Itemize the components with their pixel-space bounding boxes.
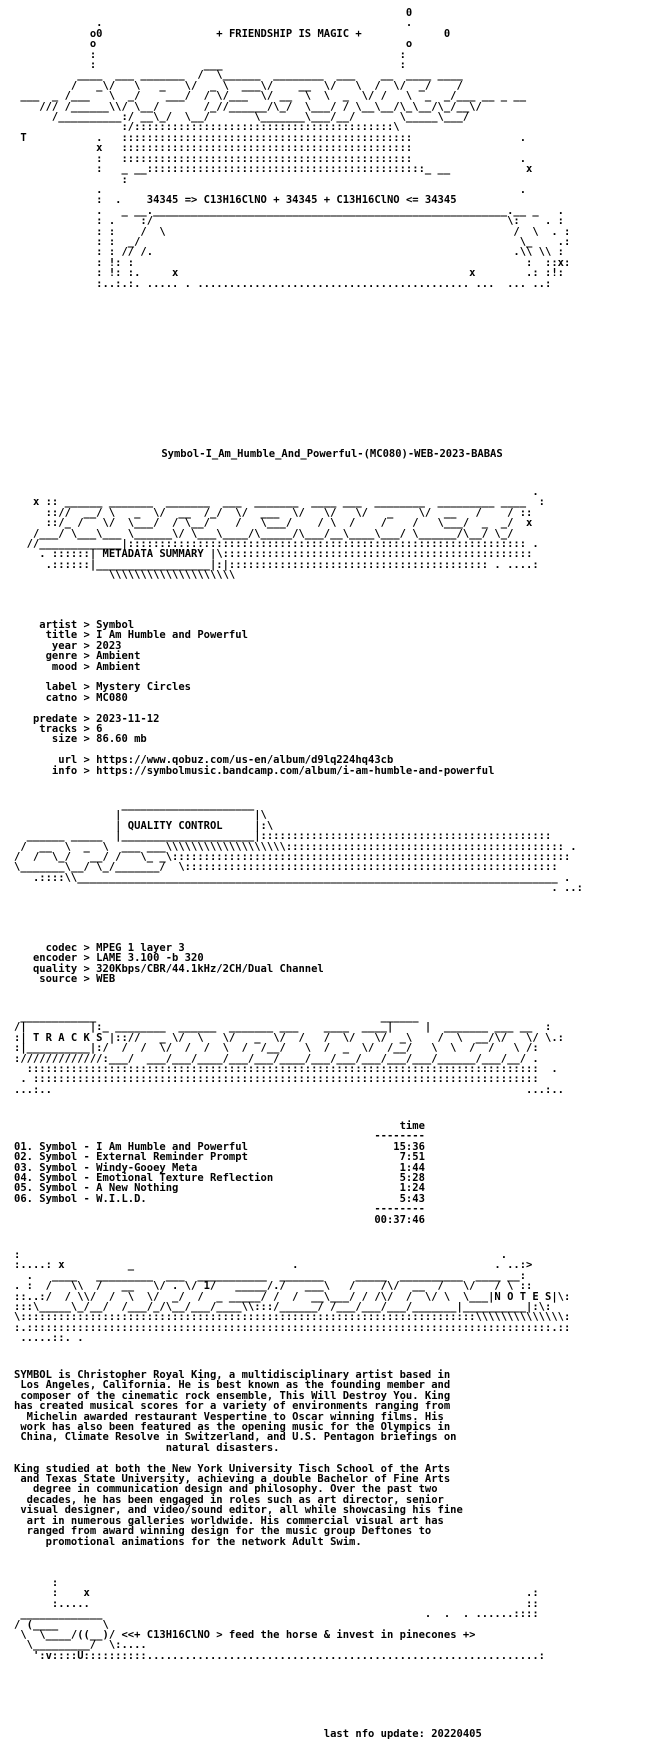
notes-text: SYMBOL is Christopher Royal King, a multidisciplinary artist based in Los Angeles, California. He is best known as the founding member and composer of the cinematic rock ensemble, This Will Destroy You. King has created musical scores for a variety of environments ranging from Michelin awarded restaurant Vespertine to Oscar winning films. His work has also been featured as the opening music for the Olympics in China, Climate Resolve in Switzerland, and U.S. Pentagon briefings on natural disasters. King studied at both the New York University Tisch School of the Arts and Texas State University, achieving a double Bachelor of Fine Arts degree in communication design and philosophy. Over the past two decades, he has been engaged in roles such as art director, senior visual designer, and video/sound editor, all while showcasing his fine art in numerous galleries worldwide. His commercial visual art has ranged from award winning design for the music group Deftones to promotional animations for the network Adult Swim. (14, 1369, 463, 1548)
notes-section-header: : . :....: x _ . . ..:> . ____ _________ ___ ___________ _______ _____ __________ ____ __: . : / \\ / __ \/ . \/ 1/ _____/./ ___\ / /\/ __ / \/ / \ :: ::..:/ / \\/ / \ \/ _/ / _ _____/ / / __\___/ / /\/ / \/ \ \___|N O T E S|\: :::\_____\_/__/ /___/_/\__/___/____\\:::/______/ /___/___/___/_______|__________|:\: \::::::::::::::::::::::::::::::::::::::::::::::::::::::::::::::::::::::::\\\\\\\\\\\\\\: :.:::::::::::::::::::::::::::::::::::::::::::::::::::::::::::::::::::::::::::::::::::.:: .....::. . (14, 1249, 571, 1345)
last-update-text: last nfo update: 20220405 (323, 1728, 482, 1740)
tracklist: time -------- 01. Symbol - I Am Humble and Powerful 15:36 02. Symbol - External Reminder Prompt 7:51 03. Symbol - Windy-Gooey Meta 1:44 04. Symbol - Emotional Texture Reflection 5:28 05. Symbol - A New Nothing 1:24 06. Symbol - W.I.L.D. 5:43 -------- 00:37:46 (14, 1120, 425, 1226)
tracks-heading: T R A C K S (32, 1031, 103, 1044)
tracks-section-header: ____________ ______ /| |:_ ________ ______ _______ ___ ____ ____| | _______ ___ __ : :| T R A C K S |::// _ \/ \ \/ _ \/ / / \/ \/ _\ / \ __/\/ \/ \.: :|__________|:/ / / \/ / / \ / /__/ \ / _ \/ /__/ \ \ / / \ /: ://///////////:___/ ___/___/____/___/___/____/___/___/___/___/___/______/___/__/ . ::::::::::::::::::::::::::::::::::::::::::::::::::::::::::::::::::::::::::::::::: . . :::::::::::::::::::::::::::::::::::::::::::::::::::::::::::::::::::::::::::::::: ...:.. ...:.. (14, 1011, 564, 1096)
banner-ascii-art: 0 . . o0 + FRIENDSHIP IS MAGIC + 0 o o : : : ___ : ____ ___ _______ / \______ ________ ___ __ ____ ____ / _\/ \ _ \/ _ \ ___\/ __ \/ \ / \/ _/ / ___ _ /___ \ _/ ___/ / \/___ \/ __ \ \ _ \/ / \ _ _/___ __ _ __ /// /______\\/ \__/ /_//______/\_/ \___/ / \__\__/\_\__/\_/__\/ /__________:/ __\_/ \__/ \_______\___/__/ \_____\___/ :/:::::::::::::::::::::::::::::::::::::::::\ T . :::::::::::::::::::::::::::::::::::::::::::::: . x :::::::::::::::::::::::::::::::::::::::::::::: : :::::::::::::::::::::::::::::::::::::::::::::: . : _ __::::::::::::::::::::::::::::::::::::::::::::_ __ x : . . : . 34345 => C13H16ClNO + 34345 + C13H16ClNO <= 34345 . _ __.________________________________________________________.__ _ . : . :/ \: . : : : / \ / \ . : : : _/ \_ .: : : // /. .\\ \\ : : !: : : ::x: : !: :. x x .: :!: :..:.:. ..... . ........................................... ... ... ..: (20, 7, 571, 290)
release-name: Symbol-I_Am_Humble_And_Powerful-(MC080)-WEB-2023-BABAS (161, 448, 503, 460)
quality-control: codec > MPEG 1 layer 3 encoder > LAME 3.100 -b 320 quality > 320Kbps/CBR/44.1kHz/2CH/Dual Channel source > WEB (32, 942, 324, 986)
banner-formula: 34345 => C13H16ClNO + 34345 + C13H16ClNO <= 34345 (146, 194, 457, 207)
banner-top-text: + FRIENDSHIP IS MAGIC + (216, 27, 362, 40)
metadata-section-header: . x :: ______ _______ _______ ___ _______ ____ ___ ________ _________ ____ : ::// __/ \ _ \/ __ /_/ \/ ___ \/ \/ \/ _ \/ __ / / :: ::/_ / \/ \___/ / \__/ / \___/ / \ / / / \___/ _ _/ x /___/ \___\___ \______\/ \___\____/\_____/\___/__\____\___/ \______/\__/ \_/ //_____________|::::::::::::::::::::::::::::::::::::::::::::::::::::::::::::::: . . ::::::| METADATA SUMMARY |\::::::::::::::::::::::::::::::::::::::::::::::::: .::::::|__________________|:|::::::::::::::::::::::::::::::::::::::::: . ....: \\\\\\\\\\\\\\\\\\\\ (26, 486, 546, 582)
quality-heading: QUALITY CONTROL (127, 819, 223, 832)
last-update (14, 1729, 482, 1739)
footer-ascii-art: : : x .: :..... :: _____________ . . . ......:::: / (____ \ \ \____/((__)/ <<+ C13H16ClNO > feed the horse & invest in pinecones +> \_________/ \:.... ':v::::U::::::::::..............................................................: (14, 1577, 546, 1662)
footer-tagline: <<+ C13H16ClNO > feed the horse & invest in pinecones +> (121, 1629, 476, 1642)
metadata-heading: METADATA SUMMARY (102, 548, 204, 561)
metadata-summary: artist > Symbol title > I Am Humble and Powerful year > 2023 genre > Ambient mood > Ambient label > Mystery Circles catno > MC080 predate > 2023-11-12 tracks > 6 size > 86.60 mb url > https://www.qobuz.com/us-en/album/d9lq224hq43cb info > https://symbolmusic.bandcamp.com/album/i-am-humble-and-powerful (32, 619, 495, 777)
quality-section-header: _____________________ | |\ | QUALITY CONTROL |:\ ______ _____ |_____________________|:::::::::::::::::::::::::::::::::::::::::::::: / __ \ _ \ ___ ___\\\\\\\\\\\\\\\\\\\:::::::::::::::::::::::::::::::::::::::::::: . / / \_/ __/ / \_ _\::::::::::::::::::::::::::::::::::::::::::::::::::::::::::::::: \_______\__/ \_/_______/ \::::::::::::::::::::::::::::::::::::::::::::::::::::::::::: .::::\\____________________________________________________________________________ . . ..: (14, 799, 583, 895)
